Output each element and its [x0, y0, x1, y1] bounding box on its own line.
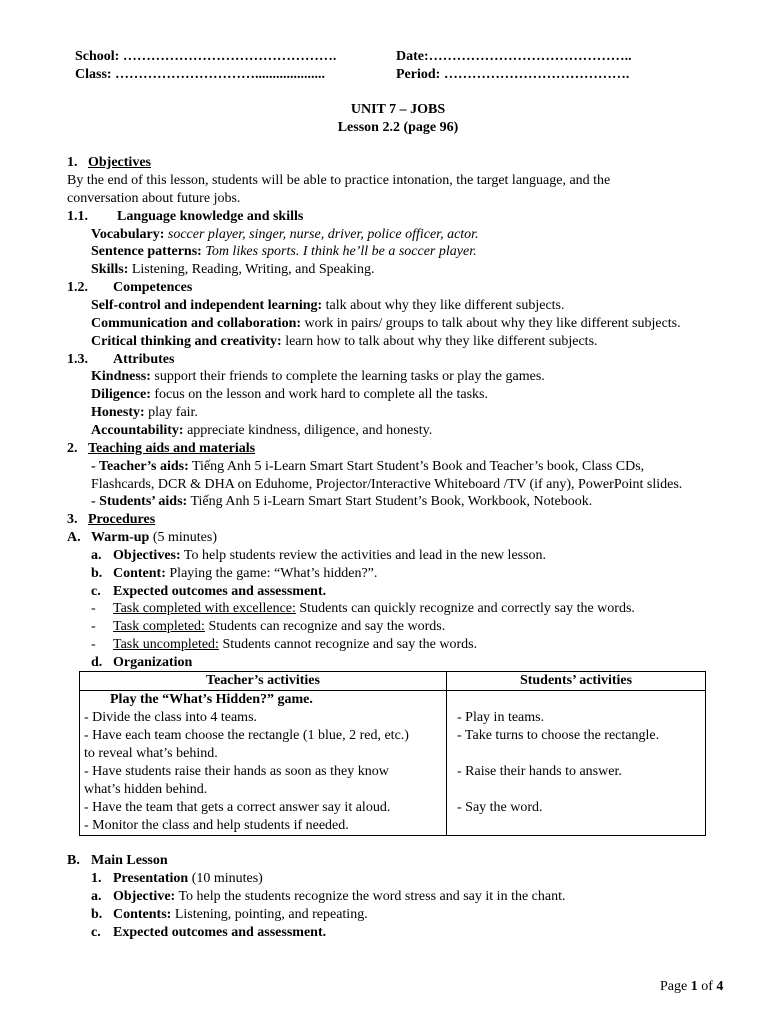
teacher-step: - Divide the class into 4 teams. — [84, 710, 258, 725]
task-text: Students can quickly recognize and correctly say the words. — [299, 601, 635, 616]
item-label: Organization — [113, 655, 193, 670]
main-lesson-heading: Main Lesson — [91, 853, 168, 868]
teacher-step: - Have the team that gets a correct answer say it aloud. — [84, 800, 391, 815]
competence-label: Communication and collaboration: — [91, 316, 302, 331]
item-letter: a. — [91, 889, 102, 904]
attribute-text: appreciate kindness, diligence, and honesty. — [187, 423, 433, 438]
task-label: Task completed with excellence: — [113, 601, 296, 616]
competence-1 — [91, 297, 565, 315]
item-text: To help the students recognize the word stress and say it in the chant. — [178, 889, 566, 904]
competence-2 — [91, 315, 681, 333]
competence-label: Self-control and independent learning: — [91, 298, 323, 313]
task-text: Students can recognize and say the words. — [208, 619, 446, 634]
subsection-title: Competences — [113, 280, 193, 295]
current-page: 1 — [690, 979, 698, 994]
warmup-title: Warm-up — [91, 530, 150, 545]
teacher-aids-line-2: Flashcards, DCR & DHA on Eduhome, Projector/Interactive Whiteboard /TV (if any), PowerPoint slides. — [91, 477, 683, 492]
attribute-2 — [91, 386, 488, 404]
table-row — [80, 691, 706, 836]
teacher-step: - Have students raise their hands as soon as they know — [84, 764, 389, 779]
teacher-activities-cell — [80, 691, 447, 836]
teacher-step: - Have each team choose the rectangle (1 blue, 2 red, etc.) — [84, 728, 409, 743]
aids-heading — [67, 440, 255, 458]
students-activities-cell — [447, 691, 706, 836]
period-label: Period: …………………………………. — [396, 67, 630, 82]
student-step: - Take turns to choose the rectangle. — [457, 728, 660, 743]
attribute-text: focus on the lesson and work hard to complete all the tasks. — [154, 387, 488, 402]
warmup-c-num — [91, 583, 101, 601]
subsection-1-1 — [67, 208, 88, 226]
main-contents — [113, 906, 368, 924]
patterns-line — [91, 243, 477, 261]
lesson-title: Lesson 2.2 (page 96) — [337, 120, 459, 135]
warmup-d-num — [91, 654, 102, 672]
item-letter: b. — [91, 566, 103, 581]
patterns-text: Tom likes sports. I think he’ll be a soccer player. — [205, 244, 477, 259]
attribute-label: Diligence: — [91, 387, 151, 402]
game-title: Play the “What’s Hidden?” game. — [110, 692, 313, 707]
main-a-num — [91, 888, 102, 906]
part-letter: A. — [67, 530, 81, 545]
subsection-1-2-title — [113, 279, 192, 297]
procedures-heading — [67, 511, 155, 529]
warmup-objectives — [113, 547, 546, 565]
student-aids-label: - Students’ aids: — [91, 494, 188, 509]
page-number — [660, 978, 723, 996]
teacher-aids-text: Tiếng Anh 5 i-Learn Smart Start Student’s Book and Teacher’s book, Class CDs, — [191, 459, 645, 474]
item-text: To help students review the activities and lead in the new lesson. — [183, 548, 547, 563]
attribute-text: support their friends to complete the learning tasks or play the games. — [154, 369, 545, 384]
teacher-step: what’s hidden behind. — [84, 782, 208, 797]
patterns-label: Sentence patterns: — [91, 244, 202, 259]
attribute-3 — [91, 404, 198, 422]
task-label: Task completed: — [113, 619, 205, 634]
page-word: Page — [660, 979, 688, 994]
item-letter: c. — [91, 925, 101, 940]
teacher-step: to reveal what’s behind. — [84, 746, 218, 761]
vocabulary-line — [91, 226, 479, 244]
spacer — [457, 691, 701, 709]
attribute-4 — [91, 422, 432, 440]
table-header-row — [80, 672, 706, 691]
competence-text: talk about why they like different subjects. — [325, 298, 565, 313]
section-title: Procedures — [88, 512, 156, 527]
main-objective — [113, 888, 565, 906]
dash: - — [91, 637, 96, 652]
presentation-title — [113, 870, 263, 888]
subsection-1-1-title — [117, 208, 303, 226]
part-letter: B. — [67, 853, 80, 868]
task-uncompleted — [113, 636, 477, 654]
student-aids-text: Tiếng Anh 5 i-Learn Smart Start Student’s Book, Workbook, Notebook. — [190, 494, 593, 509]
item-number: 1. — [91, 871, 102, 886]
item-label: Expected outcomes and assessment. — [113, 584, 327, 599]
warmup-outcomes — [113, 583, 326, 601]
item-label: Contents: — [113, 907, 172, 922]
main-b-num — [91, 906, 102, 924]
student-step: - Say the word. — [457, 800, 543, 815]
subsection-number: 1.3. — [67, 352, 88, 367]
spacer — [457, 745, 701, 763]
task-excellence — [113, 600, 635, 618]
skills-text: Listening, Reading, Writing, and Speaking. — [131, 262, 375, 277]
task-completed — [113, 618, 445, 636]
spacer — [457, 781, 701, 799]
unit-title: UNIT 7 – JOBS — [350, 102, 446, 117]
main-lesson-letter — [67, 852, 80, 870]
teacher-step: - Monitor the class and help students if needed. — [84, 818, 349, 833]
teacher-aids-label: - Teacher’s aids: — [91, 459, 189, 474]
item-letter: b. — [91, 907, 103, 922]
presentation-heading: Presentation — [113, 871, 189, 886]
competence-text: work in pairs/ groups to talk about why they like different subjects. — [304, 316, 681, 331]
section-number: 1. — [67, 155, 78, 170]
subsection-number: 1.1. — [67, 209, 88, 224]
skills-label: Skills: — [91, 262, 129, 277]
teacher-activities-header: Teacher’s activities — [80, 672, 447, 691]
section-title: Teaching aids and materials — [88, 441, 256, 456]
attribute-1 — [91, 368, 545, 386]
attribute-label: Honesty: — [91, 405, 145, 420]
attribute-label: Kindness: — [91, 369, 151, 384]
dash: - — [91, 601, 96, 616]
subsection-1-2 — [67, 279, 88, 297]
attribute-text: play fair. — [148, 405, 198, 420]
warmup-duration: (5 minutes) — [152, 530, 217, 545]
vocabulary-text: soccer player, singer, nurse, driver, police officer, actor. — [167, 227, 479, 242]
objectives-intro-1: By the end of this lesson, students will be able to practice intonation, the target language, and the — [67, 173, 611, 188]
warmup-b-num — [91, 565, 102, 583]
subsection-title: Attributes — [113, 352, 175, 367]
competence-3 — [91, 333, 598, 351]
subsection-title: Language knowledge and skills — [117, 209, 304, 224]
teacher-aids-line-1 — [91, 458, 644, 476]
organization-table — [79, 671, 706, 836]
item-label: Expected outcomes and assessment. — [113, 925, 327, 940]
dash: - — [91, 619, 96, 634]
item-letter: d. — [91, 655, 103, 670]
item-letter: a. — [91, 548, 102, 563]
of-word: of — [701, 979, 713, 994]
skills-line — [91, 261, 374, 279]
warmup-content — [113, 565, 377, 583]
task-label: Task uncompleted: — [113, 637, 219, 652]
section-title: Objectives — [88, 155, 151, 170]
date-label: Date:…………………………………….. — [396, 49, 632, 64]
subsection-number: 1.2. — [67, 280, 88, 295]
subsection-1-3 — [67, 351, 88, 369]
item-text: Listening, pointing, and repeating. — [174, 907, 368, 922]
class-label: Class: ………………………….................... — [75, 67, 326, 82]
subsection-1-3-title — [113, 351, 174, 369]
competence-text: learn how to talk about why they like different subjects. — [285, 334, 598, 349]
vocabulary-label: Vocabulary: — [91, 227, 165, 242]
task-text: Students cannot recognize and say the words. — [222, 637, 478, 652]
main-outcomes — [113, 924, 326, 942]
student-aids-line — [91, 493, 592, 511]
attribute-label: Accountability: — [91, 423, 184, 438]
warmup-organization — [113, 654, 192, 672]
warmup-title-line — [91, 529, 217, 547]
presentation-duration: (10 minutes) — [191, 871, 263, 886]
students-activities-header: Students’ activities — [447, 672, 706, 691]
student-step: - Play in teams. — [457, 710, 545, 725]
competence-label: Critical thinking and creativity: — [91, 334, 282, 349]
warmup-heading — [67, 529, 81, 547]
presentation-num — [91, 870, 102, 888]
objectives-heading — [67, 154, 151, 172]
school-label: School: ………………………………………. — [75, 49, 337, 64]
student-step: - Raise their hands to answer. — [457, 764, 622, 779]
warmup-a-num — [91, 547, 102, 565]
main-lesson-title — [91, 852, 168, 870]
item-letter: c. — [91, 584, 101, 599]
objectives-intro-2: conversation about future jobs. — [67, 191, 241, 206]
section-number: 2. — [67, 441, 78, 456]
item-label: Objectives: — [113, 548, 181, 563]
total-pages: 4 — [716, 979, 724, 994]
item-label: Objective: — [113, 889, 176, 904]
item-text: Playing the game: “What’s hidden?”. — [169, 566, 378, 581]
item-label: Content: — [113, 566, 166, 581]
section-number: 3. — [67, 512, 78, 527]
main-c-num — [91, 924, 101, 942]
